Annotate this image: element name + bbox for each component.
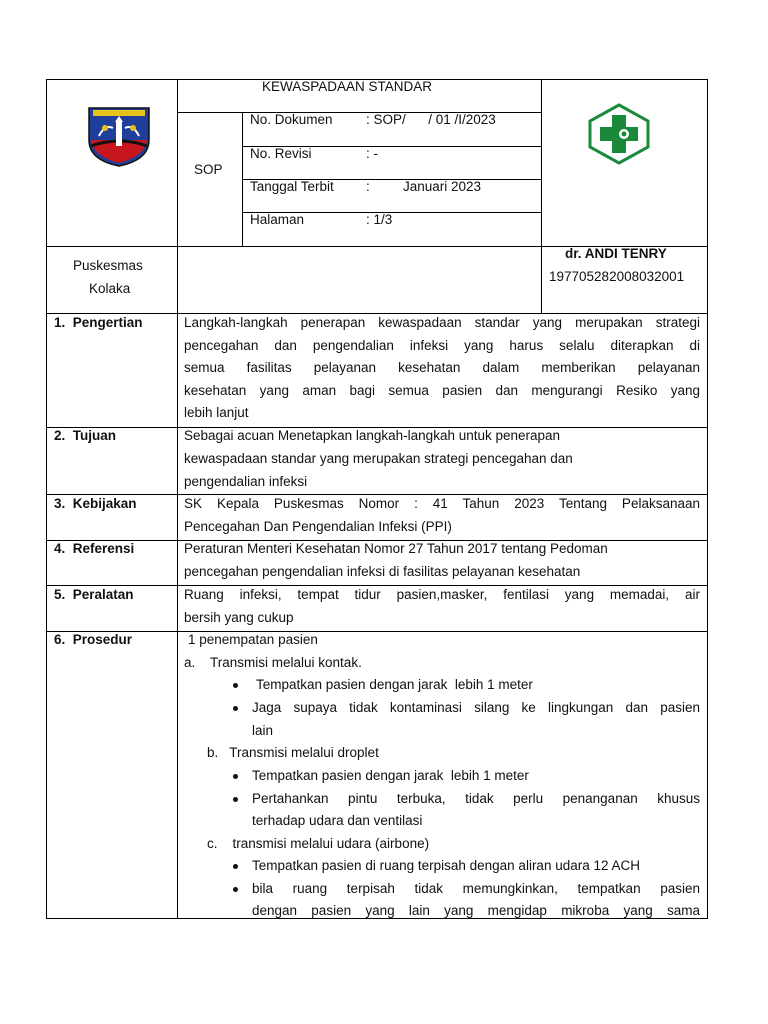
referensi-line: pencegahan pengendalian infeksi di fasilitas pelayanan kesehatan xyxy=(184,564,581,579)
bullet-icon xyxy=(233,887,238,892)
revision-label: No. Revisi xyxy=(250,146,312,161)
signer-name: dr. ANDI TENRY xyxy=(565,246,667,261)
prosedur-b-point: Tempatkan pasien dengan jarak lebih 1 meter xyxy=(252,768,529,783)
prosedur-a-point: Jaga supaya tidak kontaminasi silang ke lingkungan dan pasien xyxy=(252,700,700,715)
section-label-tujuan: 2. Tujuan xyxy=(54,428,117,443)
pengertian-line: pencegahan dan pengendalian infeksi yang harus selalu diterapkan di xyxy=(184,338,700,353)
pengertian-line: semua fasilitas pelayanan kesehatan dalam memberikan pelayanan xyxy=(184,360,700,375)
prosedur-item-a-heading: a. Transmisi melalui kontak. xyxy=(184,655,362,670)
bullet-icon xyxy=(233,706,238,711)
bullet-icon xyxy=(233,774,238,779)
issue-date-label: Tanggal Terbit xyxy=(250,179,334,194)
prosedur-b-point-cont: terhadap udara dan ventilasi xyxy=(252,813,423,828)
prosedur-c-point: bila ruang terpisah tidak memungkinkan, tempatkan pasien xyxy=(252,881,700,896)
prosedur-a-point: Tempatkan pasien dengan jarak lebih 1 meter xyxy=(256,677,533,692)
bullet-icon xyxy=(233,797,238,802)
pengertian-line: lebih lanjut xyxy=(184,405,249,420)
issue-date-colon: : xyxy=(366,179,370,194)
signer-nip: 197705282008032001 xyxy=(549,269,685,284)
sop-label: SOP xyxy=(194,162,223,177)
section-label-prosedur: 6. Prosedur xyxy=(54,632,133,647)
prosedur-b-point: Pertahankan pintu terbuka, tidak perlu penanganan khusus xyxy=(252,791,700,806)
bullet-icon xyxy=(233,683,238,688)
section-label-referensi: 4. Referensi xyxy=(54,541,135,556)
regency-emblem xyxy=(85,106,153,168)
section-label-kebijakan: 3. Kebijakan xyxy=(54,496,137,511)
prosedur-item-b-heading: b. Transmisi melalui droplet xyxy=(207,745,379,760)
kebijakan-line: Pencegahan Dan Pengendalian Infeksi (PPI) xyxy=(184,519,452,534)
section-label-pengertian: 1. Pengertian xyxy=(54,315,143,330)
document-title: KEWASPADAAN STANDAR xyxy=(262,79,433,94)
prosedur-c-point-cont: dengan pasien yang lain yang mengidap mikroba yang sama xyxy=(252,903,700,918)
bullet-icon xyxy=(233,864,238,869)
section-label-peralatan: 5. Peralatan xyxy=(54,587,134,602)
organization-location: Kolaka xyxy=(89,281,131,296)
pengertian-line: kesehatan yang aman bagi semua pasien dan mengurangi Resiko yang xyxy=(184,383,700,398)
prosedur-item-c-heading: c. transmisi melalui udara (airbone) xyxy=(207,836,430,851)
prosedur-a-point-cont: lain xyxy=(252,723,274,738)
tujuan-line: kewaspadaan standar yang merupakan strategi pencegahan dan xyxy=(184,451,573,466)
doc-number-value: : SOP/ / 01 /I/2023 xyxy=(366,112,496,127)
doc-number-label: No. Dokumen xyxy=(250,112,333,127)
referensi-line: Peraturan Menteri Kesehatan Nomor 27 Tahun 2017 tentang Pedoman xyxy=(184,541,608,556)
peralatan-line: bersih yang cukup xyxy=(184,610,294,625)
revision-value: : - xyxy=(366,146,378,161)
issue-date-value: Januari 2023 xyxy=(403,179,482,194)
page-label: Halaman xyxy=(250,212,305,227)
organization-name: Puskesmas xyxy=(73,258,143,273)
kebijakan-line: SK Kepala Puskesmas Nomor : 41 Tahun 2023 Tentang Pelaksanaan xyxy=(184,496,700,511)
tujuan-line: pengendalian infeksi xyxy=(184,474,308,489)
page-value: : 1/3 xyxy=(366,212,393,227)
prosedur-intro: 1 penempatan pasien xyxy=(188,632,318,647)
tujuan-line: Sebagai acuan Menetapkan langkah-langkah untuk penerapan xyxy=(184,428,561,443)
puskesmas-logo xyxy=(586,103,652,165)
prosedur-c-point: Tempatkan pasien di ruang terpisah dengan aliran udara 12 ACH xyxy=(252,858,641,873)
pengertian-line: Langkah-langkah penerapan kewaspadaan standar yang merupakan strategi xyxy=(184,315,700,330)
peralatan-line: Ruang infeksi, tempat tidur pasien,masker, fentilasi yang memadai, air xyxy=(184,587,700,602)
